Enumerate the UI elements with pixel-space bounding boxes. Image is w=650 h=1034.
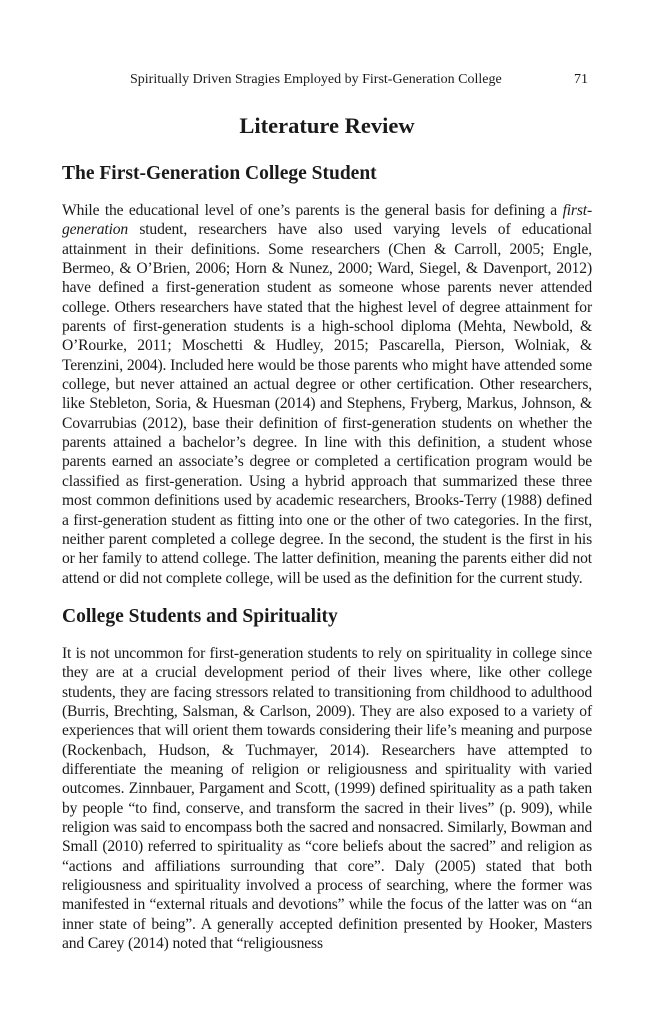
page-number: 71 bbox=[574, 72, 588, 87]
running-title: Spiritually Driven Stragies Employed by First-Generation College bbox=[130, 72, 502, 87]
paragraph-spirituality: It is not uncommon for first-generation students to rely on spirituality in college since they are at a crucial development period of their lives where, like other college students, they are facing stressors related to transitioning from childhood to adulthood (Burris, Brechting, Salsman, & Carlson, 2009). They are also exposed to a variety of experiences that will orient them towards considering their life’s meaning and purpose (Rockenbach, Hudson, & Tuchmayer, 2014). Researchers have attempted to differentiate the meaning of religion or religiousness and spirituality with varied outcomes. Zinnbauer, Pargament and Scott, (1999) defined spirituality as a path taken by people “to find, conserve, and transform the sacred in their lives” (p. 909), while religion was said to encompass both the sacred and nonsacred. Similarly, Bowman and Small (2010) referred to spirituality as “core beliefs about the sacred” and religion as “actions and affiliations surrounding that core”. Daly (2005) stated that both religiousness and spirituality involved a process of searching, where the former was manifested in “external rituals and devotions” while the focus of the latter was on “an inner state of being”. A generally accepted definition presented by Hooker, Masters and Carey (2014) noted that “religiousness bbox=[62, 644, 592, 953]
subsection-heading-first-generation: The First-Generation College Student bbox=[62, 163, 377, 184]
running-header bbox=[62, 70, 592, 90]
subsection-heading-spirituality: College Students and Spirituality bbox=[62, 605, 338, 627]
paragraph-text: While the educational level of one’s parents is the general basis for defining a bbox=[62, 202, 563, 219]
paragraph-text: student, researchers have also used varying levels of educational attainment in their definitions. Some researchers (Chen & Carroll, 2005; Engle, Bermeo, & O’Brien, 2006; Horn & Nunez, 2000; Ward, Siegel, & Davenport, 2012) have defined a first-generation student as someone whose parents never attended college. Others researchers have stated that the highest level of degree attainment for parents of first-generation students is a high-school diploma (Mehta, Newbold, & O’Rourke, 2011; Moschetti & Hudley, 2015; Pascarella, Pierson, Wolniak, & Terenzini, 2004). Included here would be those parents who might have attended some college, but never attained an actual degree or other certification. Other researchers, like Stebleton, Soria, & Huesman (2014) and Stephens, Fryberg, Markus, Johnson, & Covarrubias (2012), base their definition of first-generation students on whether the parents attained a bachelor’s degree. In line with this definition, a student whose parents earned an associate’s degree or completed a certification program would be classified as first-generation. Using a hybrid approach that summarized these three most common definitions used by academic researchers, Brooks-Terry (1988) defined a first-generation student as fitting into one or the other of two categories. In the first, neither parent completed a college degree. In the second, the student is the first in his or her family to attend college. The latter definition, meaning the parents either did not attend or did not complete college, will be used as the definition for the current study. bbox=[62, 221, 592, 587]
section-title: Literature Review bbox=[239, 113, 415, 138]
paragraph-first-generation bbox=[62, 201, 592, 588]
italic-term: first-generation bbox=[62, 202, 592, 239]
book-page bbox=[62, 70, 592, 953]
